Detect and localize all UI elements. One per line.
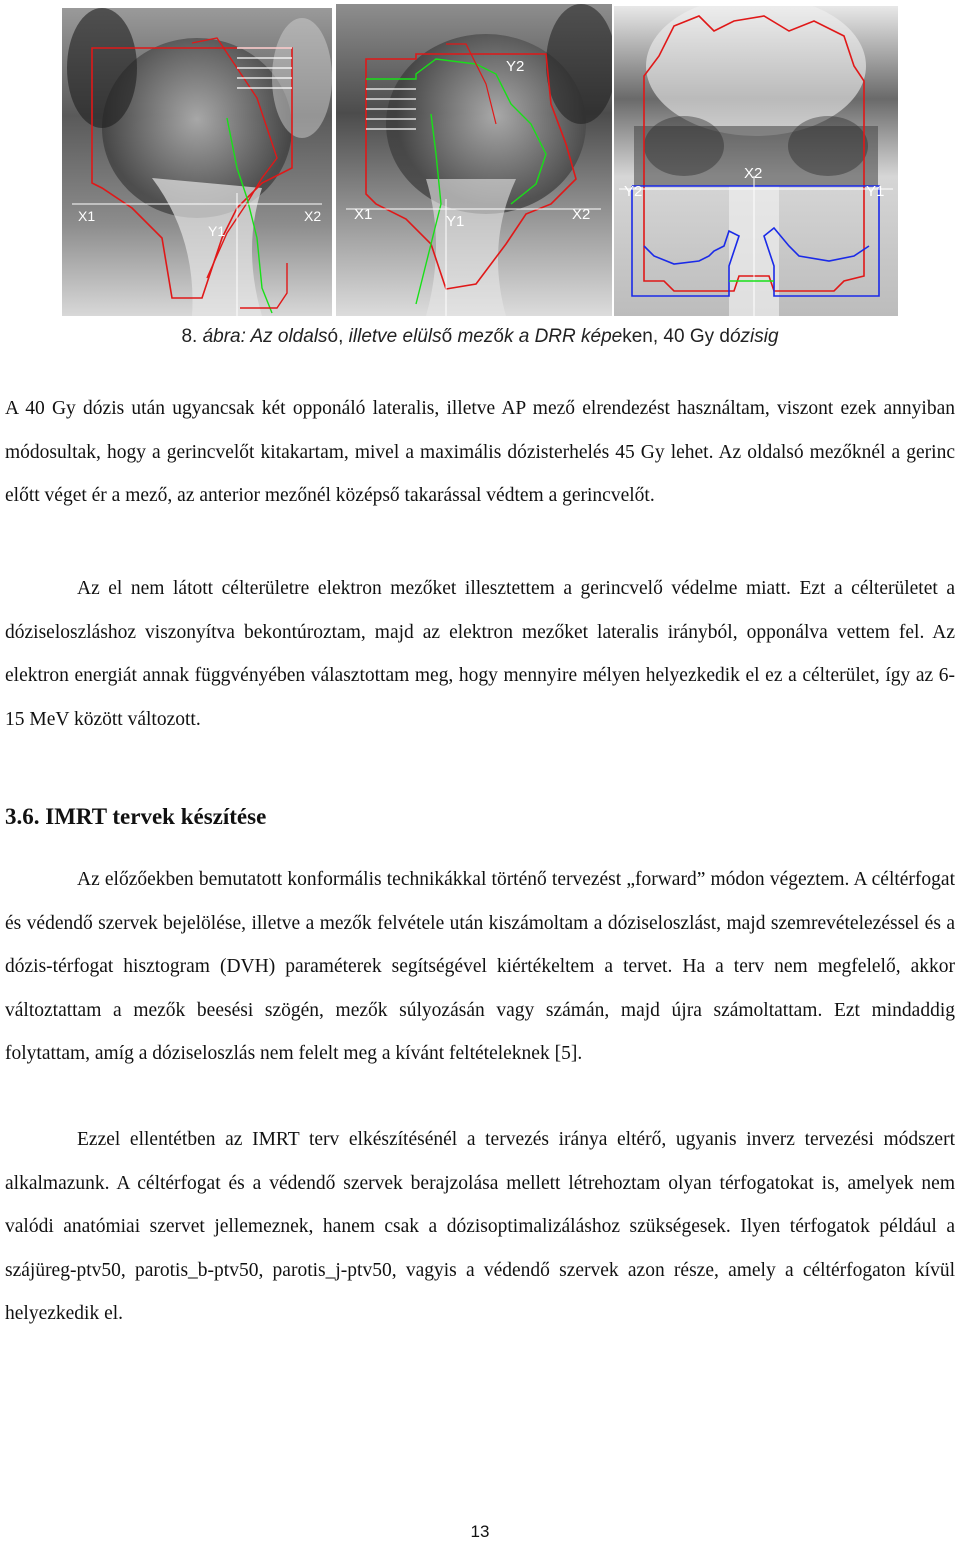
- caption-part-g: k a DRR képe: [503, 326, 623, 347]
- caption-part-h: ken, 40 Gy d: [622, 326, 730, 347]
- label-x2: X2: [304, 208, 322, 224]
- page-number: 13: [470, 1522, 490, 1541]
- figure-caption: [0, 326, 960, 348]
- label-y2: Y2: [506, 58, 525, 75]
- drr-figure: [62, 4, 898, 316]
- caption-part-a: ábra: Az oldals: [202, 326, 328, 347]
- label-y2: Y2: [624, 183, 643, 200]
- drr-anterior-image: [614, 6, 898, 316]
- paragraph-text: Az előzőekben bemutatott konformális technikákkal történő tervezést „forward” módon végeztem. A céltérfogat és védendő szervek bejelölése, illetve a mezők felvétele után kiszámoltam a dóziseloszlást, majd szemrevételezéssel és a dózis-térfogat hisztogram (DVH) paraméterek segítségével kiértékeltem a tervet. Ha a terv nem megfelelő, akkor változtattam a mezők beesési szögén, mezők súlyozásán vagy számán, majd újra számoltattam. Ezt mindaddig folytattam, amíg a dóziseloszlás nem felelt meg a kívánt feltételeknek [5].: [5, 869, 955, 1064]
- drr-lateral-right-image: [336, 4, 612, 316]
- label-x1: X1: [78, 208, 96, 224]
- label-x2: X2: [572, 206, 591, 223]
- paragraph-40gy: [5, 387, 955, 518]
- label-y1: Y1: [866, 183, 885, 200]
- drr-lateral-left-image: [62, 8, 332, 316]
- caption-part-i: ózisig: [729, 326, 779, 347]
- paragraph-text: A 40 Gy dózis után ugyancsak két opponáló lateralis, illetve AP mező elrendezést használtam, viszont ezek annyiban módosultak, hogy a gerincvelőt kitakartam, mivel a maximális dózisterhelés 45 Gy lehet. Az oldalsó mezőknél a gerinc előtt véget ér a mező, az anterior mezőnél középső takarással védtem a gerincvelőt.: [5, 398, 955, 506]
- label-x2: X2: [744, 165, 763, 182]
- caption-part-c: illetve elüls: [348, 326, 442, 347]
- section-heading: 3.6. IMRT tervek készítése: [5, 804, 267, 829]
- label-y1: Y1: [446, 213, 465, 230]
- paragraph-electron-fields: [5, 567, 955, 741]
- label-y1: Y1: [208, 223, 226, 239]
- paragraph-inverse-planning: [5, 1118, 955, 1336]
- paragraph-text: Az el nem látott célterületre elektron mezőket illesztettem a gerincvelő védelme miatt. Ezt a célterületet a dóziseloszláshoz viszonyítva bekontúroztam, majd az elektron mezőket lateralis irányból, opponálva vettem fel. Az elektron energiát annak függvényében választottam meg, hogy mennyire mélyen helyezkedik el ez a célterület, így az 6-15 MeV között változott.: [5, 578, 955, 730]
- caption-part-e: mez: [457, 326, 494, 347]
- caption-part-b: ó,: [327, 326, 349, 347]
- caption-part-d: ő: [441, 326, 458, 347]
- label-x1: X1: [354, 206, 373, 223]
- paragraph-text: Ezzel ellentétben az IMRT terv elkészítésénél a tervezés iránya eltérő, ugyanis inverz tervezési módszert alkalmazunk. A céltérfogat és a védendő szervek berajzolása mellett létrehoztam olyan térfogatokat is, amelyek nem valódi anatómiai szervet jellemeznek, hanem csak a dózisoptimalizáláshoz szükségesek. Ilyen térfogatok például a szájüreg-ptv50, parotis_b-ptv50, parotis_j-ptv50, vagyis a védendő szervek azon része, amely a céltérfogaton kívül helyezkedik el.: [5, 1129, 955, 1324]
- caption-part-f: ő: [493, 326, 504, 347]
- caption-number: 8.: [181, 326, 203, 347]
- paragraph-forward-planning: [5, 858, 955, 1076]
